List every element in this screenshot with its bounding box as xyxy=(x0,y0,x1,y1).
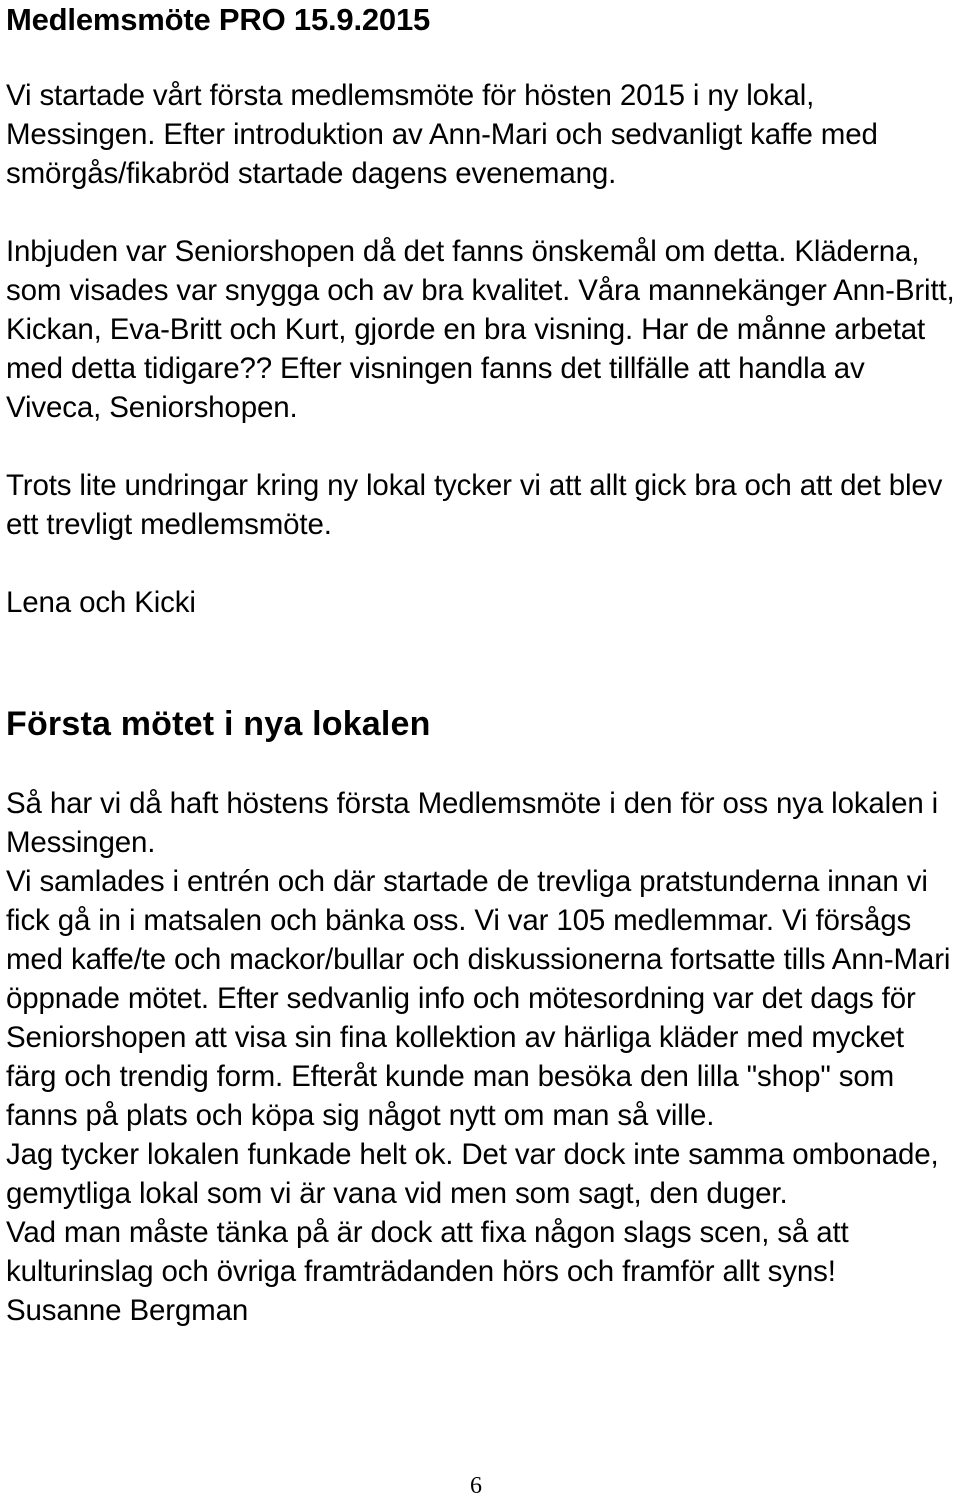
intro-paragraph: Vi startade vårt första medlemsmöte för hösten 2015 i ny lokal, Messingen. Efter introduktion av Ann-Mari och sedvanligt kaffe med smörgås/fikabröd startade dagens evenemang. xyxy=(6,79,878,190)
page-title: Medlemsmöte PRO 15.9.2015 xyxy=(6,2,431,37)
signature-susanne-bergman: Susanne Bergman xyxy=(6,1294,249,1327)
closing-paragraph: Trots lite undringar kring ny lokal tycker vi att allt gick bra och att det blev ett trevligt medlemsmöte. xyxy=(6,469,943,541)
article-paragraph-3: Jag tycker lokalen funkade helt ok. Det var dock inte samma ombonade, gemytliga lokal som vi är vana vid men som sagt, den duger. xyxy=(6,1138,939,1210)
section-heading: Första mötet i nya lokalen xyxy=(6,705,431,743)
article-paragraph-4: Vad man måste tänka på är dock att fixa någon slags scen, så att kulturinslag och övriga framträdanden hörs och framför allt syns! xyxy=(6,1216,849,1288)
article-paragraph-2: Vi samlades i entrén och där startade de trevliga pratstunderna innan vi fick gå in i matsalen och bänka oss. Vi var 105 medlemmar. Vi försågs med kaffe/te och mackor/bullar och diskussionerna fortsatte tills Ann-Mari öppnade mötet. Efter sedvanlig info och mötesordning var det dags för Seniorshopen att visa sin fina kollektion av härliga kläder med mycket färg och trendig form. Efteråt kunde man besöka den lilla "shop" som fanns på plats och köpa sig något nytt om man så ville. xyxy=(6,865,951,1132)
show-paragraph: Inbjuden var Seniorshopen då det fanns önskemål om detta. Kläderna, som visades var snygga och av bra kvalitet. Våra mannekänger Ann-Britt, Kickan, Eva-Britt och Kurt, gjorde en bra visning. Har de månne arbetat med detta tidigare?? Efter visningen fanns det tillfälle att handla av Viveca, Seniorshopen. xyxy=(6,235,955,424)
document-page xyxy=(6,0,956,1330)
page-number: 6 xyxy=(470,1473,482,1499)
article-paragraph-1: Så har vi då haft höstens första Medlemsmöte i den för oss nya lokalen i Messingen. xyxy=(6,787,939,859)
signature-lena-kicki: Lena och Kicki xyxy=(6,586,196,619)
